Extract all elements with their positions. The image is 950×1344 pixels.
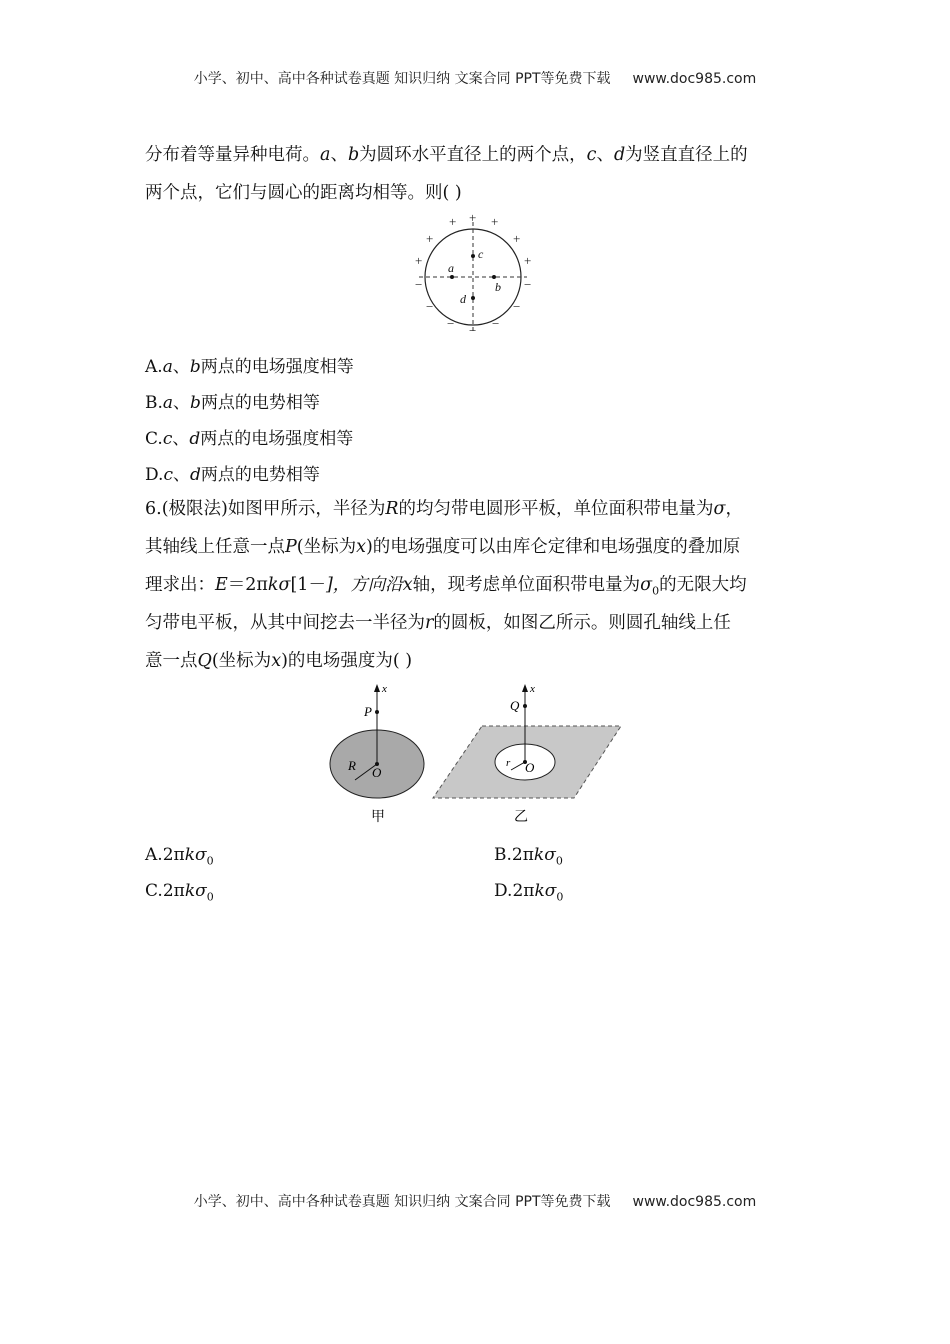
point-c-dot [471, 254, 475, 258]
plus-sign: + [426, 231, 434, 246]
label-x-jia: x [382, 683, 387, 695]
label-a: a [448, 261, 454, 275]
x-axis-arrow-yi [522, 684, 528, 692]
q6-option-a[interactable]: A.2πkσ$_0$ [145, 845, 214, 868]
minus-sign: − [447, 316, 455, 331]
q5-line-2: 两个点，它们与圆心的距离均相等。则( ) [145, 183, 462, 203]
minus-sign: − [513, 299, 521, 314]
label-q: Q [510, 698, 520, 713]
q6-option-b[interactable]: B.2πkσ$_0$ [494, 845, 563, 868]
q5-option-b[interactable]: B.a、b两点的电势相等 [145, 393, 320, 413]
q5-line-1: 分布着等量异种电荷。a、b为圆环水平直径上的两个点，c、d为竖直直径上的 [145, 145, 748, 165]
caption-jia: 甲 [371, 810, 385, 825]
label-R: R [348, 758, 356, 773]
label-c: c [478, 247, 484, 261]
point-q-dot [523, 704, 527, 708]
footer-text: 小学、初中、高中各种试卷真题 知识归纳 文案合同 PPT等免费下载 [193, 1194, 611, 1210]
q6-plates-figure [325, 676, 630, 828]
minus-sign: − [415, 277, 423, 292]
q5-option-d[interactable]: D.c、d两点的电势相等 [145, 465, 320, 485]
point-d-dot [471, 296, 475, 300]
plus-sign: + [415, 253, 423, 268]
point-a-dot [450, 275, 454, 279]
label-x-yi: x [530, 683, 535, 695]
q6-line-2: 其轴线上任意一点P(坐标为x)的电场强度可以由库仑定律和电场强度的叠加原 [145, 537, 741, 557]
q6-option-d[interactable]: D.2πkσ$_0$ [494, 881, 564, 904]
q5-ring-figure [405, 214, 545, 339]
q6-option-c[interactable]: C.2πkσ$_0$ [145, 881, 214, 904]
footer-site[interactable]: www.doc985.com [632, 1194, 757, 1210]
label-r: r [506, 757, 511, 769]
plus-sign: + [469, 214, 477, 225]
q6-line-3: 理求出：E＝2πkσ[1－]，方向沿x轴，现考虑单位面积带电量为$\sigma_0$的无限大均 [145, 575, 747, 598]
caption-yi: 乙 [514, 810, 528, 825]
point-b-dot [492, 275, 496, 279]
label-o-jia: O [372, 765, 382, 780]
page-footer [0, 1191, 950, 1211]
label-o-yi: O [525, 760, 535, 775]
plus-sign: + [513, 231, 521, 246]
header-site[interactable]: www.doc985.com [632, 71, 757, 87]
q5-option-a[interactable]: A.a、b两点的电场强度相等 [145, 357, 354, 377]
label-b: b [495, 280, 501, 294]
header-text: 小学、初中、高中各种试卷真题 知识归纳 文案合同 PPT等免费下载 [193, 71, 611, 87]
label-p: P [364, 704, 372, 719]
q6-line-5: 意一点Q(坐标为x)的电场强度为( ) [145, 651, 413, 671]
minus-sign: − [524, 277, 532, 292]
minus-sign: − [492, 316, 500, 331]
minus-sign: − [426, 299, 434, 314]
plus-sign: + [491, 214, 499, 229]
q6-line-1: 6.(极限法)如图甲所示，半径为R的均匀带电圆形平板，单位面积带电量为σ， [145, 499, 743, 519]
minus-sign: − [469, 323, 477, 338]
plus-sign: + [524, 253, 532, 268]
q5-option-c[interactable]: C.c、d两点的电场强度相等 [145, 429, 354, 449]
page-header [0, 68, 950, 88]
q6-line-4: 匀带电平板，从其中间挖去一半径为r的圆板，如图乙所示。则圆孔轴线上任 [145, 613, 731, 633]
point-p-dot [375, 710, 379, 714]
label-d: d [460, 292, 466, 306]
plus-sign: + [449, 214, 457, 229]
